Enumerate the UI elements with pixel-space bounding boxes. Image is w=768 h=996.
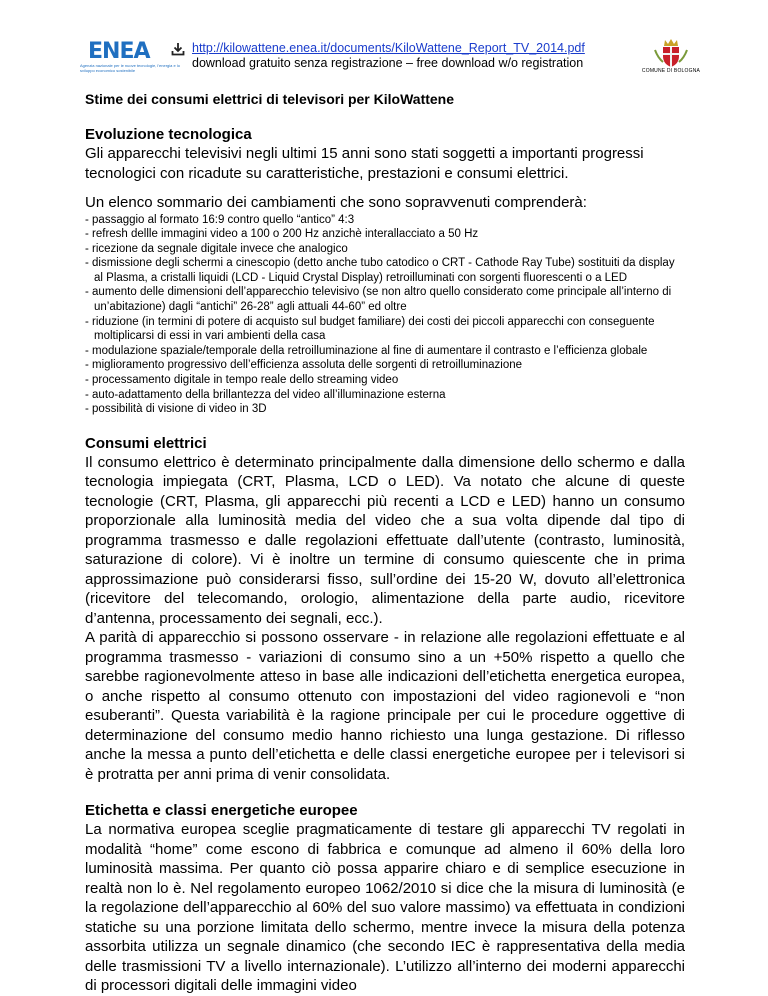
list-item: - miglioramento progressivo dell’efficienza assoluta delle sorgenti di retroilluminazione [85,359,523,372]
list-item: - possibilità di visione di video in 3D [85,403,267,416]
list-item: - passaggio al formato 16:9 contro quello “antico” 4:3 [85,213,355,226]
consumi-paragraph-2: A parità di apparecchio si possono osservare - in relazione alle regolazioni effettuate e al programma trasmesso - variazioni di consumo sino a un +50% rispetto a quello che sarebbe ragionevolmente atteso in base alle indicazioni dell’etichetta energetica europea, o anche rispetto al consumo ottenuto con impostazioni del video ragionevoli e “non esuberanti”. Questa variabilità è la ragione principale per cui le procedure oggettive di determinazione del consumo medio hanno richiesto una lunga gestazione. Di riflesso anche la messa a punto dell’etichetta e delle classi energetiche europee per i televisori si è protratta per anni prima di venir consolidata. [85,629,685,783]
list-item: - modulazione spaziale/temporale della retroilluminazione al fine di aumentare il contrasto e l’efficienza globale [85,344,648,357]
heading-consumi-elettrici: Consumi elettrici [85,434,207,452]
list-item: - processamento digitale in tempo reale dello streaming video [85,374,399,387]
list-item: - auto-adattamento della brillantezza del video all’illuminazione esterna [85,388,446,401]
etichetta-paragraph-1: La normativa europea sceglie pragmaticamente di testare gli apparecchi TV regolati in modalità “home” come escono di fabbrica e comunque ad almeno il 60% della loro luminosità massima. Per quanto ciò possa apparire chiaro e di semplice esecuzione in realtà non lo è. Nel regolamento europeo 1062/2010 si dice che la misura di luminosità (e la regolazione dell’apparecchio al 60% del suo valore massimo) va effettuata in condizioni statiche su una porzione limitata dello schermo, mentre invece la misura della potenza assorbita utilizza un segnale dinamico (che secondo IEC è rappresentativa della media delle trasmissioni TV a livello internazionale). L’utilizzo all’interno dei moderni apparecchi di processori digitali delle immagini video [85,821,685,995]
document-title: Stime dei consumi elettrici di televisori per KiloWattene [85,91,455,107]
list-item: - refresh dellle immagini video a 100 o 200 Hz anzichè interallacciato a 50 Hz [85,228,479,241]
comune-di-bologna-label: COMUNE DI BOLOGNA [641,68,701,74]
page-header [0,0,768,80]
evoluzione-intro-paragraph: Gli apparecchi televisivi negli ultimi 15 anni sono stati soggetti a importanti progressi tecnologici con ricadute su caratteristiche, prestazioni e consumi elettrici. [85,145,644,182]
list-item: - riduzione (in termini di potere di acquisto sul budget familiare) dei costi dei piccoli apparecchi con conseguente moltiplicarsi di essi in vari ambienti della casa [85,315,655,343]
changes-list-intro: Un elenco sommario dei cambiamenti che sono sopravvenuti comprenderà: [85,194,587,211]
enea-logo-mark: ENEA [88,39,150,64]
list-item: - aumento delle dimensioni dell’apparecchio televisivo (se non altro quello considerato come principale all’interno di un’abitazione) dagli “antichi” 26-28” agli attuali 44-60” ed oltre [85,286,672,314]
document-body [85,90,685,996]
enea-logo [80,36,180,76]
download-subtitle: download gratuito senza registrazione – free download w/o registration [192,56,584,70]
changes-list [85,213,685,417]
comune-di-bologna-crest-icon [651,38,691,68]
list-item: - dismissione degli schermi a cinescopio (detto anche tubo catodico o CRT - Cathode Ray Tube) sostituiti da display al Plasma, a cristalli liquidi (LCD - Liquid Crystal Display) retroilluminati con sorgenti fluorescenti o a LED [85,257,675,284]
report-download-link[interactable]: http://kilowattene.enea.it/documents/KiloWattene_Report_TV_2014.pdf [192,41,585,55]
list-item: - ricezione da segnale digitale invece che analogico [85,242,348,255]
consumi-paragraph-1: Il consumo elettrico è determinato principalmente dalla dimensione dello schermo e dalla tecnologia impiegata (CRT, Plasma, LCD o LED). Va notato che alcune di queste tecnologie (CRT, Plasma, gli apparecchi più recenti a LCD e LED) hanno un consumo proporzionale alla luminosità media del video che a sua volta dipende dal tipo di programma trasmesso e dalle regolazioni effettuate dall’utente (contrasto, luminosità, saturazione di colore). Vi è inoltre un termine di consumo quiescente che in prima approssimazione può considerarsi fisso, sull’ordine dei 15-20 W, dovuto all’elettronica (ricevitore del telecomando, orologio, alimentazione della parte audio, ricevitore d’antenna, processamento dei segnali, ecc.). [85,453,685,627]
heading-etichetta-classi-energetiche: Etichetta e classi energetiche europee [85,802,358,820]
download-icon[interactable] [171,42,185,56]
heading-evoluzione-tecnologica: Evoluzione tecnologica [85,126,252,143]
enea-logo-tagline: Agenzia nazionale per le nuove tecnologie, l'energia e lo sviluppo economico sostenibile [80,63,180,73]
